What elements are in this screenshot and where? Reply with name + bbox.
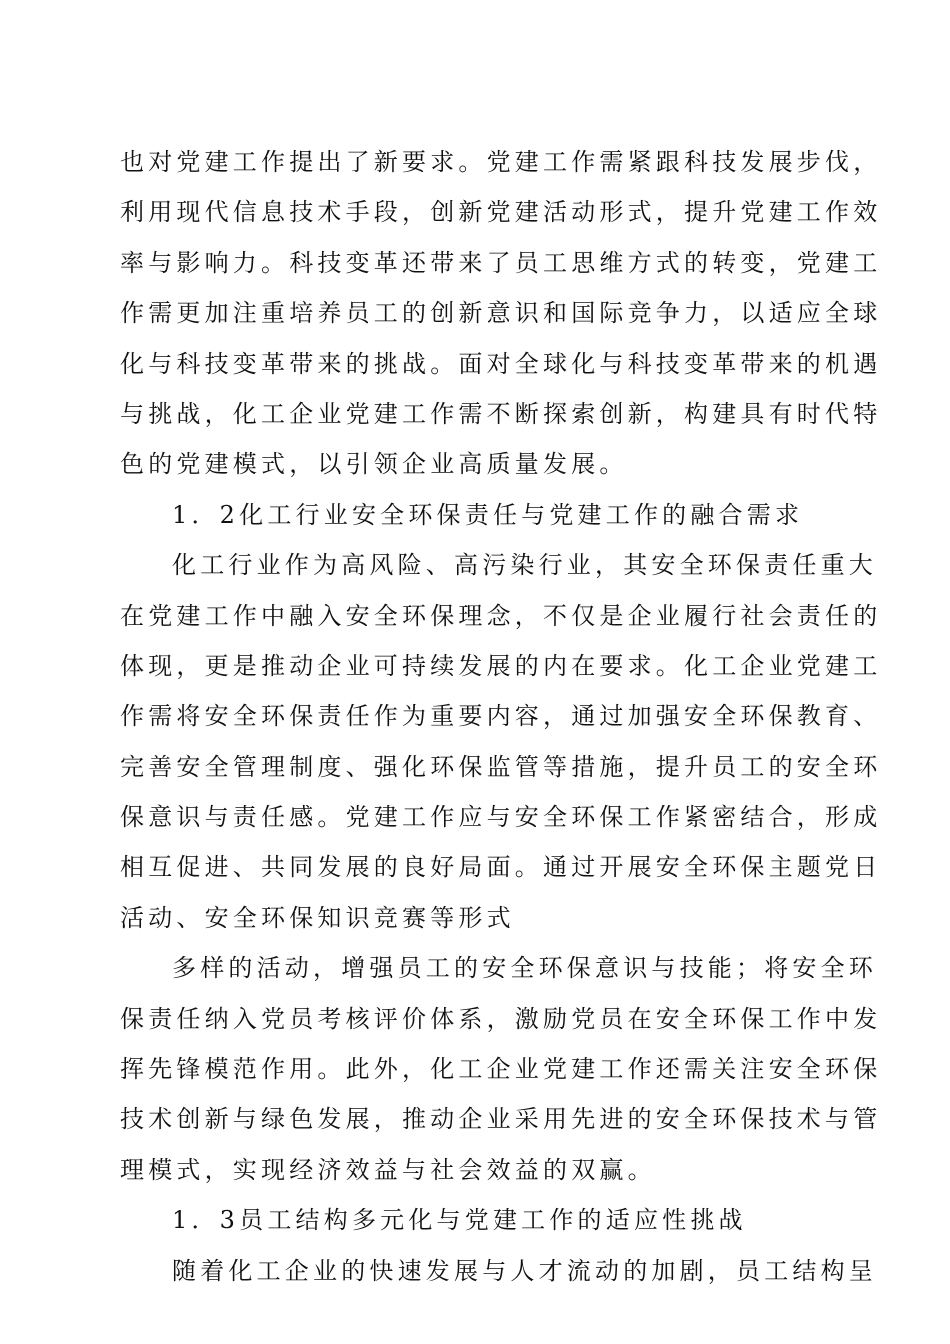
body-line: 技术创新与绿色发展，推动企业采用先进的安全环保技术与管 xyxy=(120,1105,882,1134)
body-line: 保意识与责任感。党建工作应与安全环保工作紧密结合，形成 xyxy=(120,803,882,832)
body-line: 在党建工作中融入安全环保理念，不仅是企业履行社会责任的 xyxy=(120,601,882,630)
body-line: 与挑战，化工企业党建工作需不断探索创新，构建具有时代特 xyxy=(120,399,882,428)
body-line: 作需更加注重培养员工的创新意识和国际竞争力，以适应全球 xyxy=(120,299,882,328)
document-body xyxy=(120,137,882,1296)
body-line: 体现，更是推动企业可持续发展的内在要求。化工企业党建工 xyxy=(120,651,882,680)
body-line: 也对党建工作提出了新要求。党建工作需紧跟科技发展步伐， xyxy=(120,148,882,176)
body-line: 活动、安全环保知识竞赛等形式 xyxy=(120,903,515,932)
body-line: 挥先锋模范作用。此外，化工企业党建工作还需关注安全环保 xyxy=(120,1055,882,1084)
body-line: 相互促进、共同发展的良好局面。通过开展安全环保主题党日 xyxy=(120,853,882,882)
body-line: 理模式，实现经济效益与社会效益的双赢。 xyxy=(120,1155,656,1184)
body-line: 多样的活动，增强员工的安全环保意识与技能；将安全环 xyxy=(172,954,877,983)
body-line: 色的党建模式，以引领企业高质量发展。 xyxy=(120,450,628,479)
body-line: 率与影响力。科技变革还带来了员工思维方式的转变，党建工 xyxy=(120,248,882,277)
body-line: 化工行业作为高风险、高污染行业，其安全环保责任重大 xyxy=(172,551,877,580)
section-heading: 1．3员工结构多元化与党建工作的适应性挑战 xyxy=(172,1206,747,1235)
body-line: 利用现代信息技术手段，创新党建活动形式，提升党建工作效 xyxy=(120,198,882,227)
body-line: 保责任纳入党员考核评价体系，激励党员在安全环保工作中发 xyxy=(120,1004,882,1033)
body-line: 作需将安全环保责任作为重要内容，通过加强安全环保教育、 xyxy=(120,702,882,731)
section-heading: 1．2化工行业安全环保责任与党建工作的融合需求 xyxy=(172,500,804,529)
body-line: 化与科技变革带来的挑战。面对全球化与科技变革带来的机遇 xyxy=(120,349,882,378)
body-line: 完善安全管理制度、强化环保监管等措施，提升员工的安全环 xyxy=(120,752,882,781)
body-line: 随着化工企业的快速发展与人才流动的加剧，员工结构呈 xyxy=(172,1256,877,1285)
